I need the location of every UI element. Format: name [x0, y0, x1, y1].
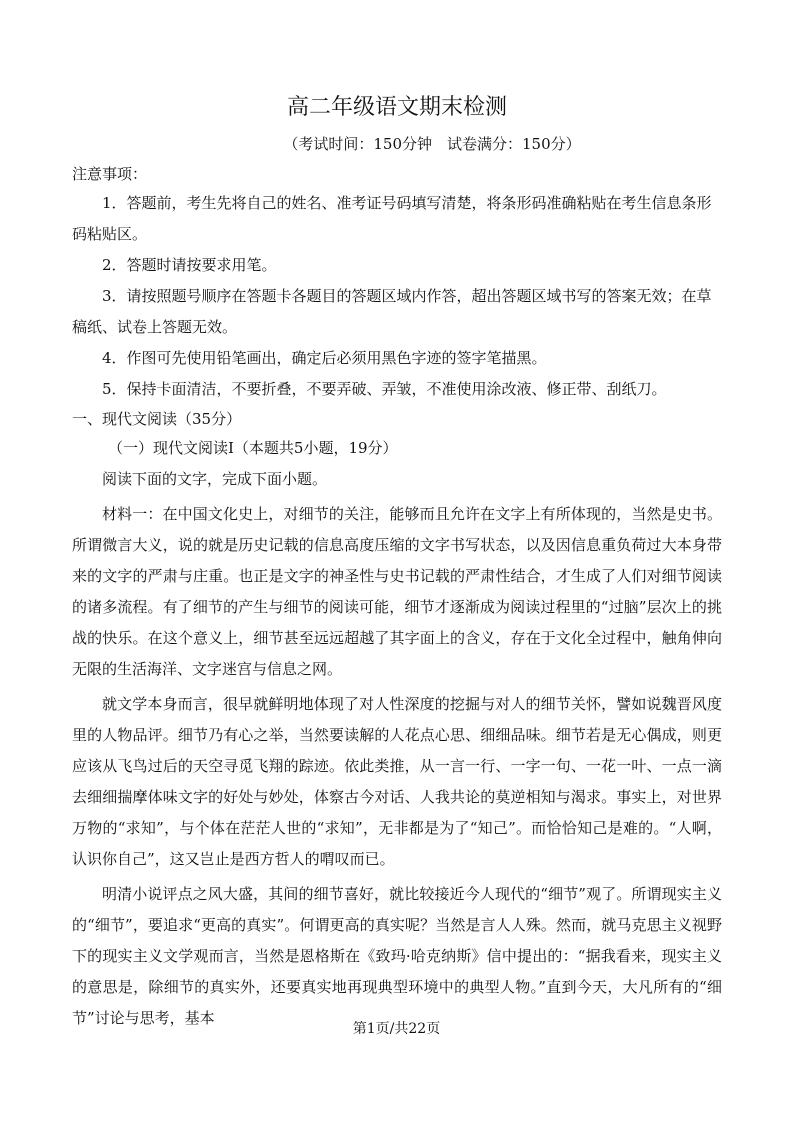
subsection-heading: （一）现代文阅读Ⅰ（本题共5小题，19分）: [108, 439, 398, 457]
note-item: 4．作图可先使用铅笔画出，确定后必须用黑色字迹的签字笔描黑。: [102, 349, 547, 367]
reading-instruction: 阅读下面的文字，完成下面小题。: [102, 470, 328, 488]
page-number: 第1页/共22页: [352, 1021, 441, 1037]
section-heading: 一、现代文阅读（35分）: [72, 410, 242, 428]
note-item: 3．请按照题号顺序在答题卡各题目的答题区域内作答，超出答题区域书写的答案无效；在草稿纸、试卷上答题无效。: [72, 287, 712, 336]
exam-subtitle: （考试时间：150分钟 试卷满分：150分）: [283, 135, 581, 153]
note-item: 1．答题前，考生先将自己的姓名、准考证号码填写清楚，将条形码准确粘贴在考生信息条形码粘贴区。: [72, 194, 712, 243]
exam-page: [72, 92, 722, 1034]
passage-paragraph: 明清小说评点之风大盛，其间的细节喜好，就比较接近今人现代的“细节”观了。所谓现实主义的“细节”，要追求“更高的真实”。何谓更高的真实呢？当然是言人人殊。然而，就马克思主义视野下的现实主义文学观而言，当然是恩格斯在《致玛·哈克纳斯》信中提出的：“据我看来，现实主义的意思是，除细节的真实外，还要真实地再现典型环境中的典型人物。”直到今天，大凡所有的“细节”讨论与思考，基本: [72, 885, 722, 1027]
notes-label: 注意事项：: [72, 165, 148, 183]
note-item: 5．保持卡面清洁，不要折叠，不要弄破、弄皱，不准使用涂改液、修正带、刮纸刀。: [102, 380, 667, 398]
exam-title: 高二年级语文期末检测: [286, 95, 507, 120]
passage-paragraph: 就文学本身而言，很早就鲜明地体现了对人性深度的挖掘与对人的细节关怀，譬如说魏晋风度里的人物品评。细节乃有心之举，当然要读解的人花点心思、细细品味。细节若是无心偶成，则更应该从飞鸟过后的天空寻觅飞翔的踪迹。依此类推，从一言一行、一字一句、一花一叶、一点一滴去细细揣摩体味文字的好处与妙处，体察古今对话、人我共论的莫逆相知与渴求。事实上，对世界万物的“求知”，与个体在茫茫人世的“求知”，无非都是为了“知己”。而恰恰知己是难的。“人啊，认识你自己”，这又岂止是西方哲人的喟叹而已。: [72, 695, 722, 868]
note-item: 2．答题时请按要求用笔。: [102, 256, 277, 274]
passage-paragraph: 材料一：在中国文化史上，对细节的关注，能够而且允许在文字上有所体现的，当然是史书。所谓微言大义，说的就是历史记载的信息高度压缩的文字书写状态，以及因信息重负荷过大本身带来的文字的严肃与庄重。也正是文字的神圣性与史书记载的严肃性结合，才生成了人们对细节阅读的诸多流程。有了细节的产生与细节的阅读可能，细节才逐渐成为阅读过程里的“过脑”层次上的挑战的快乐。在这个意义上，细节甚至远远超越了其字面上的含义，存在于文化全过程中，触角伸向无限的生活海洋、文字迷宫与信息之网。: [72, 505, 722, 678]
